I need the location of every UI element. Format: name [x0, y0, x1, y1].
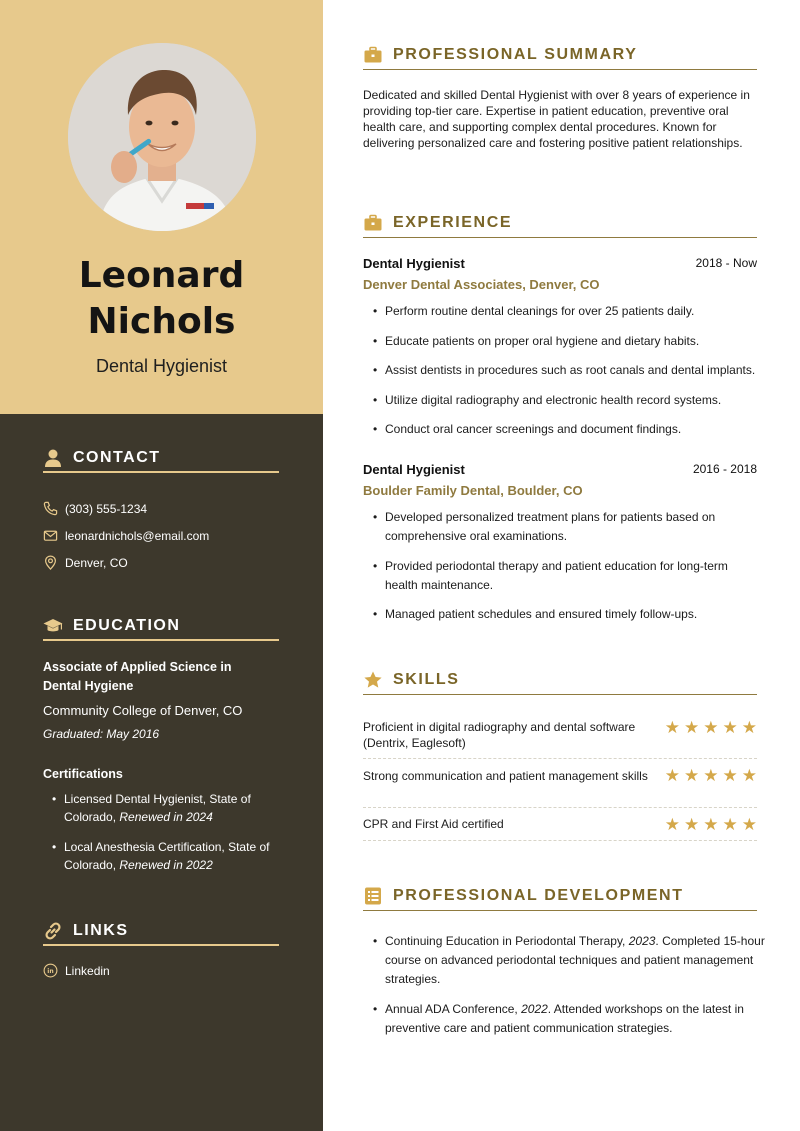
contact-heading: CONTACT [73, 449, 161, 466]
skill-name: Strong communication and patient management skills [363, 769, 648, 783]
star-icon: ★ [703, 766, 719, 785]
star-icon: ★ [722, 718, 738, 737]
phone-text: (303) 555-1234 [65, 501, 148, 516]
location-text: Denver, CO [65, 555, 128, 570]
job-bullet: • Educate patients on proper oral hygiene and dietary habits. [363, 332, 773, 351]
skill-rating [661, 719, 757, 736]
job-bullet: • Conduct oral cancer screenings and document findings. [363, 420, 773, 439]
star-icon: ★ [722, 766, 738, 785]
star-icon: ★ [684, 766, 700, 785]
job-2-dates: 2016 - 2018 [692, 462, 757, 476]
profile-photo [68, 43, 256, 231]
star-icon: ★ [741, 815, 757, 834]
development-heading: PROFESSIONAL DEVELOPMENT [393, 886, 684, 904]
job-2-company: Boulder Family Dental, Boulder, CO [363, 483, 583, 498]
skill-row [363, 710, 757, 759]
summary-section-heading [363, 40, 757, 70]
graduation-date: Graduated: May 2016 [43, 727, 160, 741]
briefcase-icon [363, 45, 383, 65]
star-icon: ★ [741, 766, 757, 785]
job-bullet: • Perform routine dental cleanings for over 25 patients daily. [363, 302, 773, 321]
email-text: leonardnichols@email.com [65, 528, 210, 543]
star-icon: ★ [703, 718, 719, 737]
experience-heading: EXPERIENCE [393, 213, 513, 231]
star-icon [363, 670, 383, 690]
school-name: Community College of Denver, CO [43, 703, 243, 718]
experience-section-heading [363, 208, 757, 238]
graduation-cap-icon [43, 616, 63, 636]
links-heading: LINKS [73, 922, 129, 939]
user-icon [43, 448, 63, 468]
contact-location [43, 555, 128, 570]
contact-email[interactable] [43, 528, 209, 543]
job-1-bullets [363, 302, 773, 439]
list-icon [363, 886, 383, 906]
job-1-company: Denver Dental Associates, Denver, CO [363, 277, 600, 292]
skill-name: Proficient in digital radiography and dental software (Dentrix, Eaglesoft) [363, 720, 636, 750]
summary-text: Dedicated and skilled Dental Hygienist with over 8 years of experience in providing top-tier care. Expertise in patient education, preventive oral health care, and supporting complex dental procedures. Known for delivering personalized care and fostering positive patient relationships. [363, 88, 750, 150]
summary-heading: PROFESSIONAL SUMMARY [393, 45, 638, 63]
star-icon: ★ [664, 766, 680, 785]
star-icon: ★ [684, 815, 700, 834]
degree-line-2: Dental Hygiene [43, 679, 134, 693]
development-list [363, 932, 768, 1038]
skills-section-heading [363, 665, 757, 695]
education-section-heading [43, 613, 279, 641]
links-section-heading [43, 918, 279, 946]
skill-row [363, 759, 757, 808]
skill-row [363, 808, 757, 841]
skill-rating [661, 767, 757, 784]
star-icon: ★ [664, 815, 680, 834]
job-bullet: • Managed patient schedules and ensured timely follow-ups. [363, 605, 753, 624]
job-2-bullets [363, 508, 753, 624]
first-name: Leonard [78, 255, 245, 296]
job-bullet: • Assist dentists in procedures such as root canals and dental implants. [363, 361, 773, 380]
skills-heading: SKILLS [393, 670, 460, 688]
linkedin-link[interactable] [43, 963, 110, 978]
phone-icon [43, 501, 58, 516]
job-bullet: • Developed personalized treatment plans for patients based on comprehensive oral examinations. [363, 508, 753, 546]
certification-item: • Local Anesthesia Certification, State of Colorado, Renewed in 2022 [43, 838, 288, 874]
mail-icon [43, 528, 58, 543]
star-icon: ★ [703, 815, 719, 834]
last-name: Nichols [87, 301, 236, 342]
job-2-title: Dental Hygienist [363, 462, 465, 477]
job-bullet: • Utilize digital radiography and electronic health record systems. [363, 391, 773, 410]
skill-name: CPR and First Aid certified [363, 817, 504, 831]
candidate-name [0, 253, 323, 345]
job-bullet: • Provided periodontal therapy and patient education for long-term health maintenance. [363, 557, 753, 595]
star-icon: ★ [664, 718, 680, 737]
development-section-heading [363, 881, 757, 911]
location-pin-icon [43, 555, 58, 570]
linkedin-text: Linkedin [65, 963, 110, 978]
profile-header [0, 0, 323, 414]
degree-line-1: Associate of Applied Science in [43, 660, 232, 674]
linkedin-icon [43, 963, 58, 978]
briefcase-icon [363, 213, 383, 233]
contact-section-heading [43, 445, 279, 473]
star-icon: ★ [722, 815, 738, 834]
skill-rating [661, 816, 757, 833]
job-1-dates: 2018 - Now [695, 256, 757, 270]
development-item: • Continuing Education in Periodontal Therapy, 2023. Completed 15-hour course on advanced periodontal techniques and patient management strategies. [363, 932, 768, 989]
link-icon [43, 921, 63, 941]
certifications-list [43, 790, 288, 886]
star-icon: ★ [741, 718, 757, 737]
education-heading: EDUCATION [73, 617, 181, 634]
certifications-heading: Certifications [43, 767, 123, 781]
svg-text:in: in [47, 967, 54, 975]
star-icon: ★ [684, 718, 700, 737]
sidebar [0, 0, 323, 1131]
contact-phone[interactable] [43, 501, 147, 516]
candidate-title: Dental Hygienist [95, 356, 228, 376]
job-1-title: Dental Hygienist [363, 256, 465, 271]
development-item: • Annual ADA Conference, 2022. Attended workshops on the latest in preventive care and patient communication strategies. [363, 1000, 768, 1038]
certification-item: • Licensed Dental Hygienist, State of Colorado, Renewed in 2024 [43, 790, 288, 826]
